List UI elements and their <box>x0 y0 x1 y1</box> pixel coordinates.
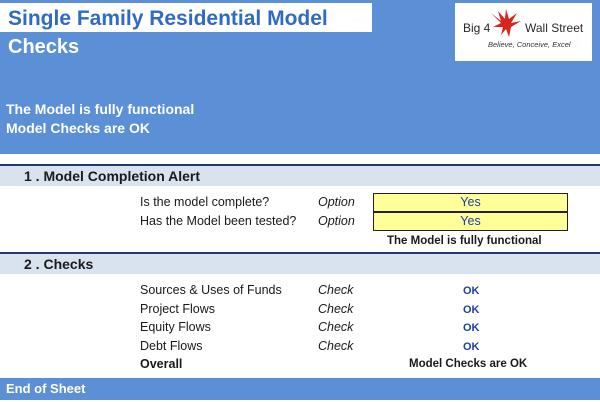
logo-text-right: Wall Street <box>525 21 584 35</box>
check-status-sources-uses: OK <box>463 285 480 297</box>
completion-message: The Model is fully functional <box>387 235 542 247</box>
row-label-sources-uses: Sources & Uses of Funds <box>140 283 282 297</box>
row-label-project-flows: Project Flows <box>140 302 216 316</box>
row-type-option: Option <box>318 195 355 209</box>
section-model-completion <box>0 166 600 186</box>
section-checks <box>0 254 600 274</box>
section-label: 2 . Checks <box>24 256 94 272</box>
section-label: 1 . Model Completion Alert <box>24 168 201 184</box>
option-complete-select[interactable]: Yes <box>373 193 568 212</box>
logo-tagline: Believe, Conceive, Excel <box>488 40 571 49</box>
row-label-overall: Overall <box>140 357 183 371</box>
end-of-sheet-label: End of Sheet <box>6 381 86 396</box>
check-status-debt-flows: OK <box>463 341 480 353</box>
header-banner <box>0 0 600 154</box>
row-type-check: Check <box>318 302 354 316</box>
model-title: Single Family Residential Model <box>8 7 328 30</box>
check-status-project-flows: OK <box>463 304 480 316</box>
row-label-equity-flows: Equity Flows <box>140 320 211 334</box>
footer-banner <box>0 378 600 400</box>
sheet-title: Checks <box>8 36 80 58</box>
company-logo <box>455 3 592 61</box>
row-type-check: Check <box>318 339 354 353</box>
row-type-option: Option <box>318 214 355 228</box>
row-label-tested: Has the Model been tested? <box>140 214 297 228</box>
title-strip <box>0 3 372 32</box>
row-label-complete: Is the model complete? <box>140 195 270 209</box>
check-status-equity-flows: OK <box>463 322 480 334</box>
eagle-icon <box>489 7 523 41</box>
row-type-check: Check <box>318 320 354 334</box>
status-checks: Model Checks are OK <box>6 120 150 136</box>
status-functional: The Model is fully functional <box>6 101 195 117</box>
option-tested-select[interactable]: Yes <box>373 212 568 231</box>
row-type-check: Check <box>318 283 354 297</box>
row-label-debt-flows: Debt Flows <box>140 339 203 353</box>
logo-text-left: Big 4 <box>463 21 491 35</box>
overall-check-message: Model Checks are OK <box>409 358 528 370</box>
